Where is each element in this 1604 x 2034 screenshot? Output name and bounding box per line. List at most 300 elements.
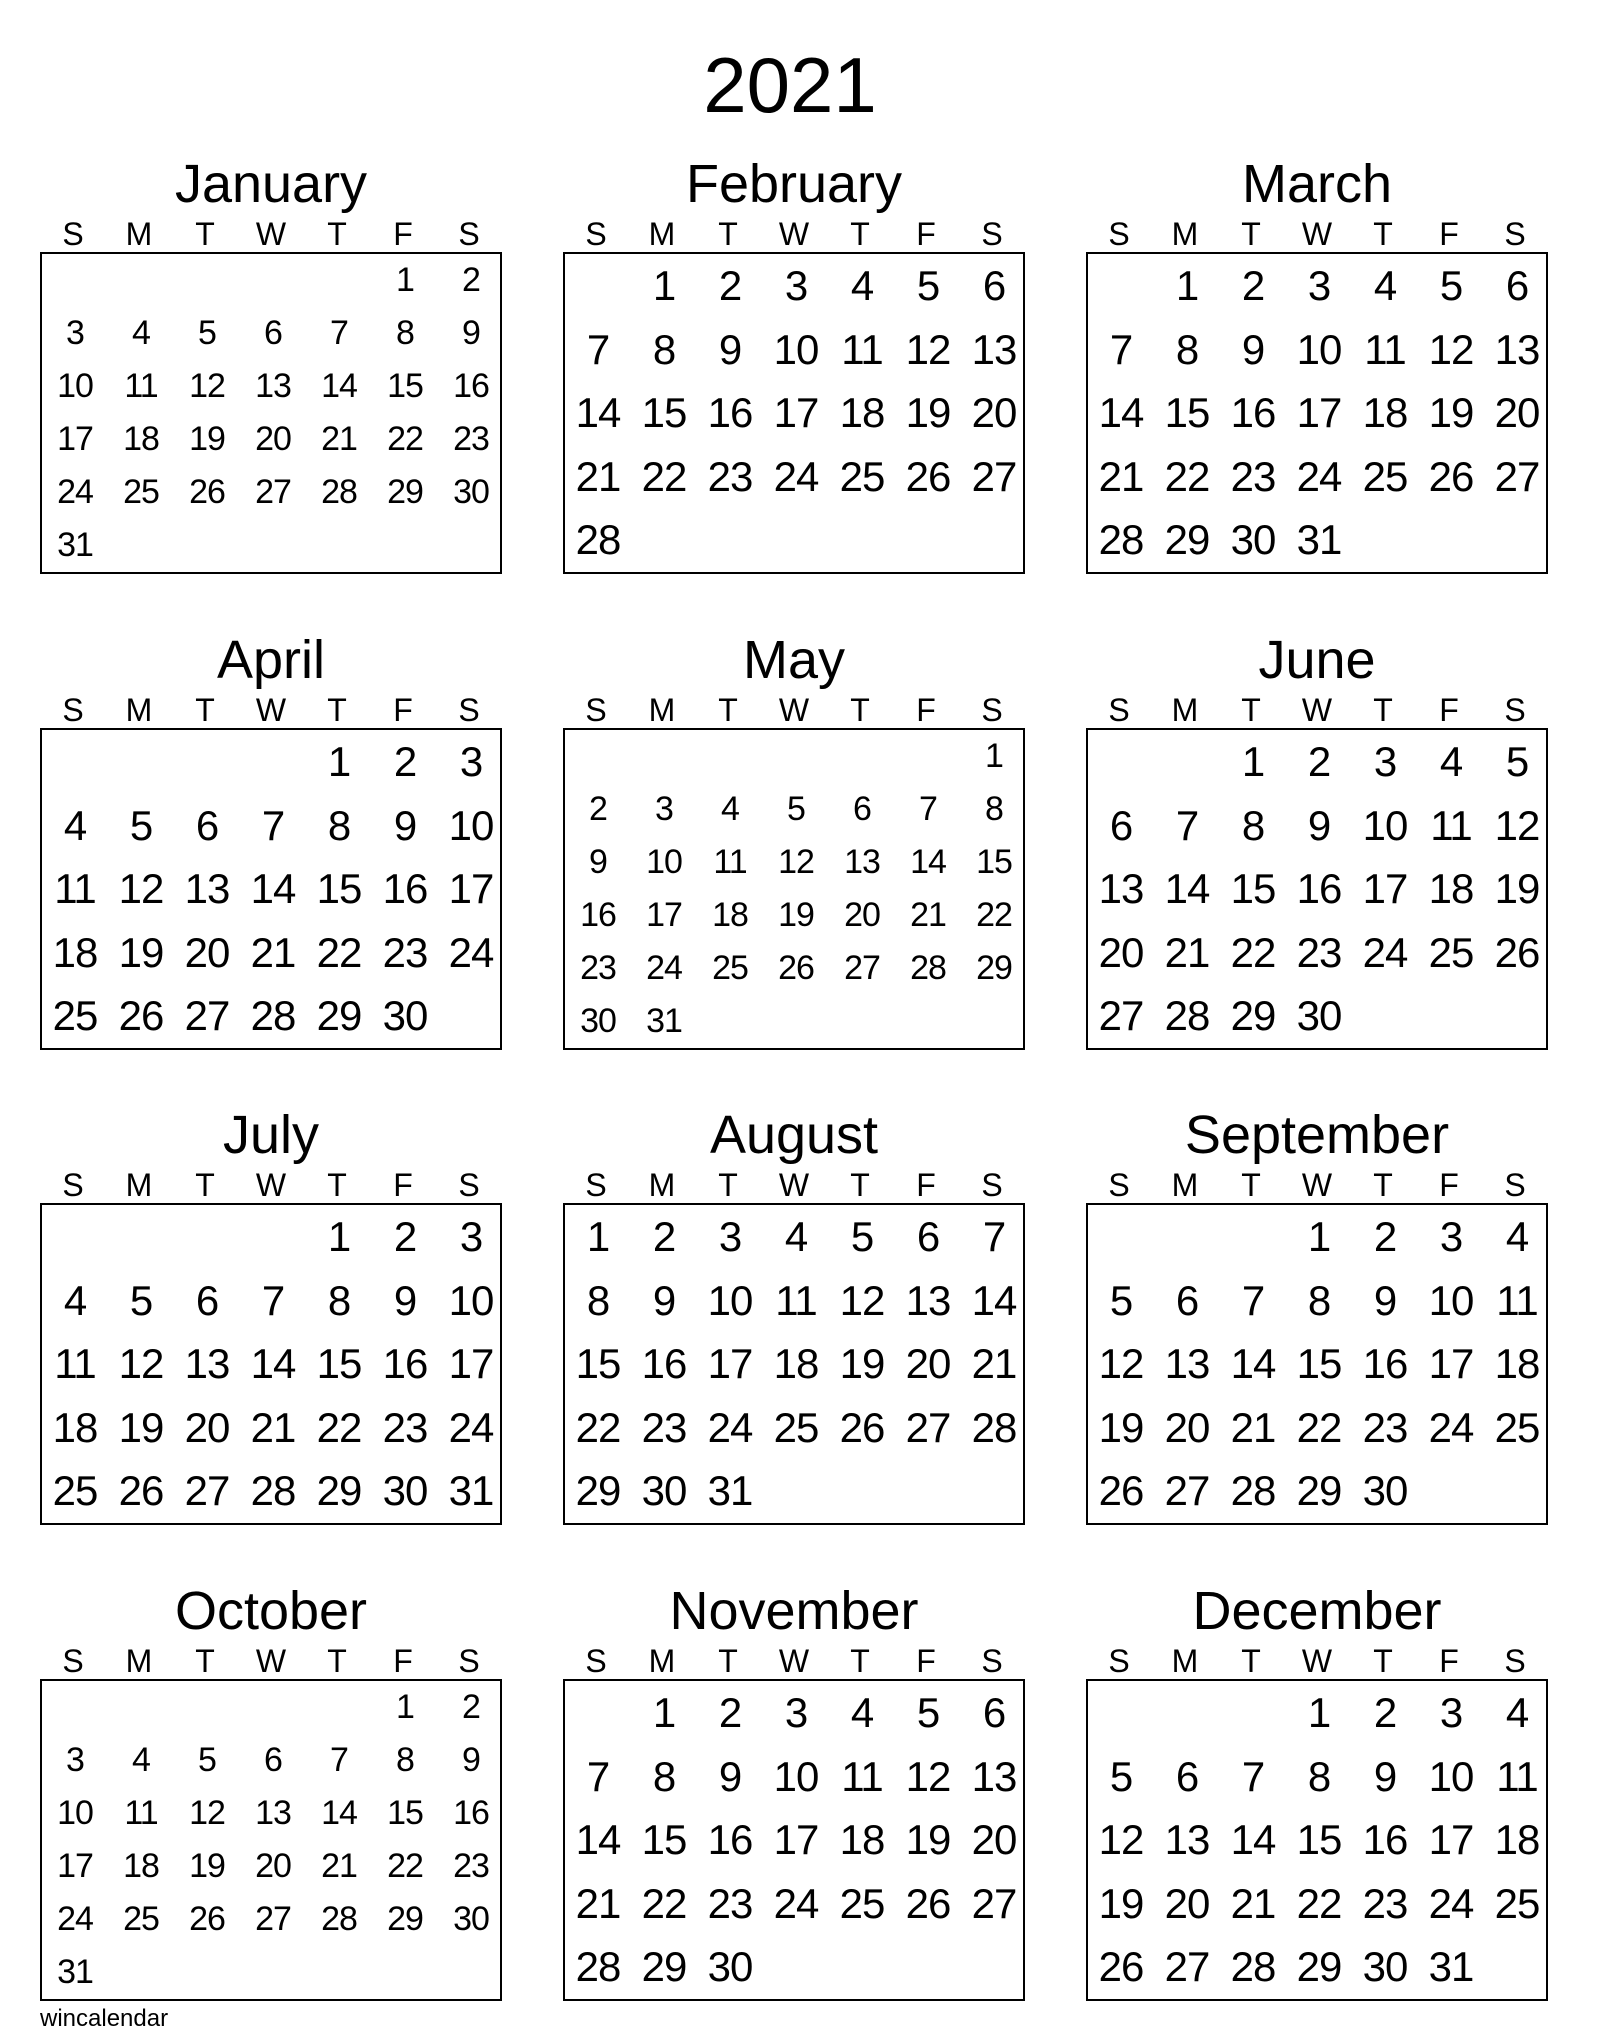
day-cell: 3 bbox=[66, 1741, 84, 1779]
day-cell: 19 bbox=[905, 389, 951, 437]
day-cell: 7 bbox=[1175, 801, 1199, 849]
day-cell: 20 bbox=[255, 420, 291, 458]
day-cell: 15 bbox=[641, 1816, 687, 1864]
day-cell: 9 bbox=[462, 1741, 480, 1779]
day-grid bbox=[1086, 1679, 1548, 2001]
day-cell: 6 bbox=[1505, 262, 1529, 309]
day-cell: 10 bbox=[707, 1276, 753, 1324]
month-september bbox=[1086, 1103, 1548, 1525]
weekday-label: M bbox=[648, 1167, 676, 1203]
day-cell: 5 bbox=[129, 1276, 153, 1324]
day-cell: 3 bbox=[1439, 1689, 1463, 1736]
month-name: April bbox=[216, 630, 326, 690]
weekday-label: M bbox=[125, 216, 153, 252]
day-cell: 25 bbox=[1494, 1403, 1540, 1451]
day-cell: 28 bbox=[575, 516, 621, 564]
day-cell: 2 bbox=[589, 790, 607, 828]
day-cell: 25 bbox=[1428, 928, 1474, 976]
day-cell: 19 bbox=[1428, 389, 1474, 437]
weekday-label: S bbox=[1504, 1643, 1526, 1679]
month-may bbox=[563, 628, 1025, 1050]
day-cell: 23 bbox=[1296, 928, 1342, 976]
day-cell: 1 bbox=[652, 1689, 676, 1736]
day-cell: 11 bbox=[124, 1794, 158, 1832]
weekday-header bbox=[40, 692, 502, 728]
weekday-label: M bbox=[125, 1643, 153, 1679]
weekday-label: T bbox=[718, 1167, 738, 1203]
day-cell: 4 bbox=[1505, 1213, 1529, 1260]
day-cell: 14 bbox=[321, 367, 357, 405]
day-cell: 17 bbox=[773, 389, 819, 437]
day-cell: 17 bbox=[1362, 865, 1408, 913]
day-cell: 25 bbox=[52, 1467, 98, 1515]
weekday-header bbox=[1086, 1643, 1548, 1679]
weekday-label: S bbox=[1504, 216, 1526, 252]
day-cell: 20 bbox=[1164, 1403, 1210, 1451]
day-cell: 9 bbox=[1373, 1752, 1397, 1800]
day-cell: 23 bbox=[453, 420, 489, 458]
day-cell: 5 bbox=[198, 1741, 216, 1779]
weekday-label: T bbox=[1241, 1643, 1261, 1679]
day-cell: 5 bbox=[850, 1213, 874, 1260]
weekday-label: T bbox=[327, 1643, 347, 1679]
day-cell: 13 bbox=[905, 1276, 951, 1324]
day-cell: 14 bbox=[575, 1816, 621, 1864]
day-cell: 13 bbox=[255, 1794, 291, 1832]
day-cell: 30 bbox=[382, 992, 428, 1040]
weekday-label: T bbox=[850, 692, 870, 728]
day-cell: 30 bbox=[641, 1467, 687, 1515]
weekday-label: M bbox=[1171, 216, 1199, 252]
weekday-label: T bbox=[718, 692, 738, 728]
weekday-label: M bbox=[648, 216, 676, 252]
day-cell: 28 bbox=[1230, 1943, 1276, 1991]
day-cell: 12 bbox=[778, 843, 814, 881]
day-cell: 8 bbox=[1307, 1752, 1331, 1800]
day-cell: 18 bbox=[839, 1816, 885, 1864]
day-cell: 18 bbox=[52, 1403, 98, 1451]
day-cell: 1 bbox=[985, 737, 1003, 775]
day-cell: 19 bbox=[778, 896, 814, 934]
day-cell: 3 bbox=[1373, 738, 1397, 785]
weekday-label: M bbox=[125, 1167, 153, 1203]
day-cell: 8 bbox=[586, 1276, 610, 1324]
day-cell: 23 bbox=[580, 949, 616, 987]
weekday-header bbox=[40, 216, 502, 252]
day-cell: 1 bbox=[1307, 1689, 1331, 1736]
day-cell: 27 bbox=[255, 1900, 291, 1938]
day-cell: 22 bbox=[1296, 1403, 1342, 1451]
weekday-label: S bbox=[585, 1167, 607, 1203]
weekday-label: W bbox=[778, 1167, 810, 1203]
weekday-label: W bbox=[778, 692, 810, 728]
day-cell: 24 bbox=[707, 1403, 753, 1451]
month-january bbox=[40, 152, 502, 574]
month-name: March bbox=[1241, 154, 1393, 214]
day-cell: 15 bbox=[1296, 1816, 1342, 1864]
day-cell: 27 bbox=[1494, 452, 1540, 500]
day-cell: 10 bbox=[448, 1276, 494, 1324]
weekday-label: S bbox=[1108, 1643, 1130, 1679]
day-cell: 16 bbox=[580, 896, 616, 934]
day-cell: 6 bbox=[982, 1689, 1006, 1736]
weekday-label: M bbox=[1171, 1643, 1199, 1679]
day-cell: 7 bbox=[261, 801, 285, 849]
day-cell: 10 bbox=[1428, 1276, 1474, 1324]
day-cell: 3 bbox=[66, 314, 84, 352]
day-cell: 26 bbox=[839, 1403, 885, 1451]
day-cell: 22 bbox=[316, 1403, 362, 1451]
month-name: May bbox=[742, 630, 845, 690]
day-cell: 8 bbox=[1241, 801, 1265, 849]
day-cell: 10 bbox=[57, 367, 93, 405]
day-cell: 17 bbox=[646, 896, 682, 934]
day-cell: 19 bbox=[189, 420, 225, 458]
day-cell: 16 bbox=[1230, 389, 1276, 437]
day-cell: 1 bbox=[327, 1213, 351, 1260]
weekday-header bbox=[40, 1167, 502, 1203]
day-cell: 3 bbox=[1307, 262, 1331, 309]
day-cell: 4 bbox=[721, 790, 739, 828]
month-name: June bbox=[1258, 630, 1376, 690]
day-cell: 12 bbox=[1098, 1816, 1144, 1864]
day-cell: 10 bbox=[773, 325, 819, 373]
day-cell: 15 bbox=[1230, 865, 1276, 913]
weekday-label: F bbox=[916, 1167, 936, 1203]
month-august bbox=[563, 1103, 1025, 1525]
day-cell: 11 bbox=[54, 865, 96, 913]
day-cell: 31 bbox=[1296, 516, 1342, 564]
month-name: February bbox=[685, 154, 903, 214]
day-cell: 28 bbox=[250, 992, 296, 1040]
day-cell: 9 bbox=[718, 325, 742, 373]
weekday-label: S bbox=[981, 1167, 1003, 1203]
day-cell: 10 bbox=[57, 1794, 93, 1832]
day-cell: 28 bbox=[1098, 516, 1144, 564]
day-cell: 2 bbox=[462, 1688, 480, 1726]
day-cell: 11 bbox=[713, 843, 747, 881]
month-name: September bbox=[1184, 1105, 1450, 1165]
day-cell: 23 bbox=[1362, 1403, 1408, 1451]
weekday-label: M bbox=[1171, 1167, 1199, 1203]
day-cell: 3 bbox=[784, 1689, 808, 1736]
weekday-label: S bbox=[585, 216, 607, 252]
weekday-label: F bbox=[916, 1643, 936, 1679]
day-cell: 12 bbox=[905, 1752, 951, 1800]
day-grid bbox=[1086, 1203, 1548, 1525]
weekday-label: T bbox=[327, 692, 347, 728]
day-cell: 12 bbox=[1494, 801, 1540, 849]
day-cell: 25 bbox=[1362, 452, 1408, 500]
day-cell: 23 bbox=[1230, 452, 1276, 500]
day-cell: 17 bbox=[448, 865, 494, 913]
day-cell: 4 bbox=[1373, 262, 1397, 309]
day-cell: 27 bbox=[1098, 992, 1144, 1040]
day-cell: 6 bbox=[916, 1213, 940, 1260]
day-cell: 14 bbox=[250, 1340, 296, 1388]
day-cell: 26 bbox=[905, 452, 951, 500]
weekday-label: F bbox=[1439, 692, 1459, 728]
day-cell: 16 bbox=[453, 367, 489, 405]
weekday-label: S bbox=[1504, 692, 1526, 728]
weekday-label: M bbox=[125, 692, 153, 728]
day-cell: 25 bbox=[839, 1879, 885, 1927]
day-cell: 1 bbox=[1307, 1213, 1331, 1260]
day-cell: 4 bbox=[784, 1213, 808, 1260]
weekday-label: W bbox=[1301, 692, 1333, 728]
day-cell: 15 bbox=[575, 1340, 621, 1388]
month-name: October bbox=[174, 1581, 368, 1641]
day-cell: 14 bbox=[1164, 865, 1210, 913]
day-cell: 28 bbox=[1164, 992, 1210, 1040]
day-cell: 9 bbox=[589, 843, 607, 881]
day-grid bbox=[40, 252, 502, 574]
day-cell: 20 bbox=[1494, 389, 1540, 437]
day-cell: 30 bbox=[580, 1002, 616, 1040]
day-cell: 13 bbox=[184, 865, 230, 913]
month-name: December bbox=[1192, 1581, 1442, 1641]
day-cell: 4 bbox=[1439, 738, 1463, 785]
weekday-label: F bbox=[393, 216, 413, 252]
day-cell: 18 bbox=[123, 420, 159, 458]
weekday-header bbox=[1086, 216, 1548, 252]
day-cell: 8 bbox=[327, 1276, 351, 1324]
day-cell: 2 bbox=[718, 262, 742, 309]
day-cell: 8 bbox=[396, 1741, 414, 1779]
day-grid bbox=[40, 728, 502, 1050]
day-cell: 7 bbox=[982, 1213, 1006, 1260]
day-cell: 25 bbox=[123, 473, 159, 511]
month-name: November bbox=[669, 1581, 919, 1641]
day-cell: 22 bbox=[641, 1879, 687, 1927]
day-cell: 29 bbox=[575, 1467, 621, 1515]
day-cell: 19 bbox=[1098, 1403, 1144, 1451]
day-cell: 21 bbox=[250, 1403, 296, 1451]
day-cell: 9 bbox=[1373, 1276, 1397, 1324]
day-cell: 2 bbox=[462, 261, 480, 299]
day-cell: 10 bbox=[1362, 801, 1408, 849]
day-cell: 16 bbox=[453, 1794, 489, 1832]
day-cell: 17 bbox=[1296, 389, 1342, 437]
weekday-label: W bbox=[1301, 1167, 1333, 1203]
day-cell: 17 bbox=[448, 1340, 494, 1388]
month-name: January bbox=[174, 154, 368, 214]
weekday-label: S bbox=[1108, 692, 1130, 728]
day-cell: 21 bbox=[321, 420, 357, 458]
day-cell: 9 bbox=[1241, 325, 1265, 373]
day-cell: 10 bbox=[1428, 1752, 1474, 1800]
weekday-header bbox=[563, 216, 1025, 252]
day-cell: 17 bbox=[707, 1340, 753, 1388]
day-cell: 1 bbox=[327, 738, 351, 785]
day-cell: 1 bbox=[396, 261, 414, 299]
month-april bbox=[40, 628, 502, 1050]
day-cell: 15 bbox=[1164, 389, 1210, 437]
day-cell: 3 bbox=[784, 262, 808, 309]
day-cell: 12 bbox=[839, 1276, 885, 1324]
day-cell: 29 bbox=[387, 1900, 423, 1938]
weekday-label: F bbox=[916, 692, 936, 728]
weekday-label: W bbox=[255, 1167, 287, 1203]
day-cell: 24 bbox=[773, 452, 819, 500]
day-cell: 4 bbox=[132, 314, 150, 352]
year-title: 2021 bbox=[703, 41, 877, 129]
day-cell: 15 bbox=[316, 865, 362, 913]
weekday-label: F bbox=[393, 692, 413, 728]
day-cell: 26 bbox=[1494, 928, 1540, 976]
day-cell: 7 bbox=[330, 1741, 348, 1779]
day-cell: 11 bbox=[1496, 1276, 1538, 1324]
day-cell: 21 bbox=[250, 928, 296, 976]
day-cell: 20 bbox=[184, 928, 230, 976]
day-cell: 12 bbox=[905, 325, 951, 373]
weekday-label: M bbox=[648, 692, 676, 728]
day-cell: 15 bbox=[387, 1794, 423, 1832]
day-cell: 18 bbox=[773, 1340, 819, 1388]
day-cell: 30 bbox=[707, 1943, 753, 1991]
day-cell: 21 bbox=[1164, 928, 1210, 976]
weekday-label: T bbox=[850, 216, 870, 252]
day-cell: 2 bbox=[1373, 1689, 1397, 1736]
weekday-label: T bbox=[195, 692, 215, 728]
day-cell: 16 bbox=[382, 1340, 428, 1388]
day-cell: 26 bbox=[118, 992, 164, 1040]
day-cell: 15 bbox=[387, 367, 423, 405]
day-cell: 5 bbox=[1505, 738, 1529, 785]
day-cell: 9 bbox=[462, 314, 480, 352]
day-cell: 3 bbox=[718, 1213, 742, 1260]
day-cell: 22 bbox=[316, 928, 362, 976]
day-cell: 11 bbox=[54, 1340, 96, 1388]
day-cell: 20 bbox=[255, 1847, 291, 1885]
day-cell: 22 bbox=[641, 452, 687, 500]
day-cell: 23 bbox=[707, 452, 753, 500]
day-cell: 13 bbox=[1164, 1816, 1210, 1864]
day-cell: 2 bbox=[393, 738, 417, 785]
day-cell: 4 bbox=[850, 1689, 874, 1736]
day-cell: 21 bbox=[971, 1340, 1017, 1388]
day-grid bbox=[40, 1679, 502, 2001]
month-november bbox=[563, 1579, 1025, 2001]
day-cell: 18 bbox=[1362, 389, 1408, 437]
day-cell: 13 bbox=[255, 367, 291, 405]
day-cell: 30 bbox=[1230, 516, 1276, 564]
month-june bbox=[1086, 628, 1548, 1050]
day-cell: 18 bbox=[1428, 865, 1474, 913]
day-cell: 12 bbox=[189, 367, 225, 405]
day-cell: 27 bbox=[184, 1467, 230, 1515]
day-cell: 25 bbox=[773, 1403, 819, 1451]
weekday-label: S bbox=[62, 1643, 84, 1679]
month-february bbox=[563, 152, 1025, 574]
day-cell: 5 bbox=[1109, 1276, 1133, 1324]
day-cell: 20 bbox=[971, 1816, 1017, 1864]
day-cell: 22 bbox=[575, 1403, 621, 1451]
day-cell: 31 bbox=[57, 1953, 93, 1991]
day-cell: 31 bbox=[707, 1467, 753, 1515]
day-cell: 5 bbox=[916, 262, 940, 309]
day-cell: 12 bbox=[118, 1340, 164, 1388]
weekday-label: F bbox=[393, 1167, 413, 1203]
day-cell: 3 bbox=[1439, 1213, 1463, 1260]
day-cell: 12 bbox=[189, 1794, 225, 1832]
day-cell: 22 bbox=[387, 420, 423, 458]
day-cell: 24 bbox=[1362, 928, 1408, 976]
day-cell: 7 bbox=[586, 1752, 610, 1800]
day-cell: 2 bbox=[652, 1213, 676, 1260]
day-cell: 20 bbox=[184, 1403, 230, 1451]
day-cell: 18 bbox=[123, 1847, 159, 1885]
day-cell: 19 bbox=[905, 1816, 951, 1864]
day-cell: 12 bbox=[118, 865, 164, 913]
day-cell: 27 bbox=[255, 473, 291, 511]
day-cell: 14 bbox=[1230, 1816, 1276, 1864]
day-cell: 29 bbox=[316, 992, 362, 1040]
weekday-label: W bbox=[255, 1643, 287, 1679]
weekday-label: T bbox=[1373, 1643, 1393, 1679]
day-cell: 24 bbox=[57, 1900, 93, 1938]
day-cell: 21 bbox=[321, 1847, 357, 1885]
weekday-label: S bbox=[585, 692, 607, 728]
day-cell: 13 bbox=[1164, 1340, 1210, 1388]
weekday-label: S bbox=[458, 216, 480, 252]
day-cell: 6 bbox=[853, 790, 871, 828]
weekday-label: T bbox=[1241, 216, 1261, 252]
month-name: July bbox=[222, 1105, 320, 1165]
month-july bbox=[40, 1103, 502, 1525]
day-cell: 14 bbox=[1098, 389, 1144, 437]
day-cell: 16 bbox=[382, 865, 428, 913]
day-cell: 16 bbox=[707, 1816, 753, 1864]
weekday-label: S bbox=[458, 1643, 480, 1679]
day-grid bbox=[563, 1203, 1025, 1525]
day-cell: 28 bbox=[250, 1467, 296, 1515]
day-cell: 20 bbox=[905, 1340, 951, 1388]
day-cell: 26 bbox=[189, 1900, 225, 1938]
day-cell: 18 bbox=[712, 896, 748, 934]
month-name: August bbox=[709, 1105, 879, 1165]
day-cell: 21 bbox=[575, 1879, 621, 1927]
day-cell: 13 bbox=[1494, 325, 1540, 373]
day-grid bbox=[563, 1679, 1025, 2001]
day-cell: 19 bbox=[1494, 865, 1540, 913]
day-cell: 25 bbox=[123, 1900, 159, 1938]
day-cell: 29 bbox=[1296, 1943, 1342, 1991]
weekday-header bbox=[563, 692, 1025, 728]
month-october bbox=[40, 1579, 502, 2001]
footer-watermark: wincalendar bbox=[40, 2005, 169, 2032]
day-cell: 2 bbox=[1241, 262, 1265, 309]
day-grid bbox=[563, 728, 1025, 1050]
day-cell: 31 bbox=[57, 526, 93, 564]
day-cell: 27 bbox=[844, 949, 880, 987]
day-cell: 26 bbox=[1098, 1943, 1144, 1991]
day-cell: 16 bbox=[641, 1340, 687, 1388]
day-cell: 11 bbox=[1364, 325, 1406, 373]
weekday-label: M bbox=[648, 1643, 676, 1679]
day-cell: 18 bbox=[52, 928, 98, 976]
weekday-label: S bbox=[62, 216, 84, 252]
day-cell: 19 bbox=[118, 928, 164, 976]
day-cell: 17 bbox=[57, 420, 93, 458]
day-cell: 15 bbox=[976, 843, 1012, 881]
weekday-label: T bbox=[1373, 692, 1393, 728]
day-cell: 27 bbox=[1164, 1943, 1210, 1991]
weekday-label: S bbox=[981, 692, 1003, 728]
day-cell: 5 bbox=[1439, 262, 1463, 309]
day-cell: 24 bbox=[773, 1879, 819, 1927]
weekday-label: T bbox=[195, 1643, 215, 1679]
